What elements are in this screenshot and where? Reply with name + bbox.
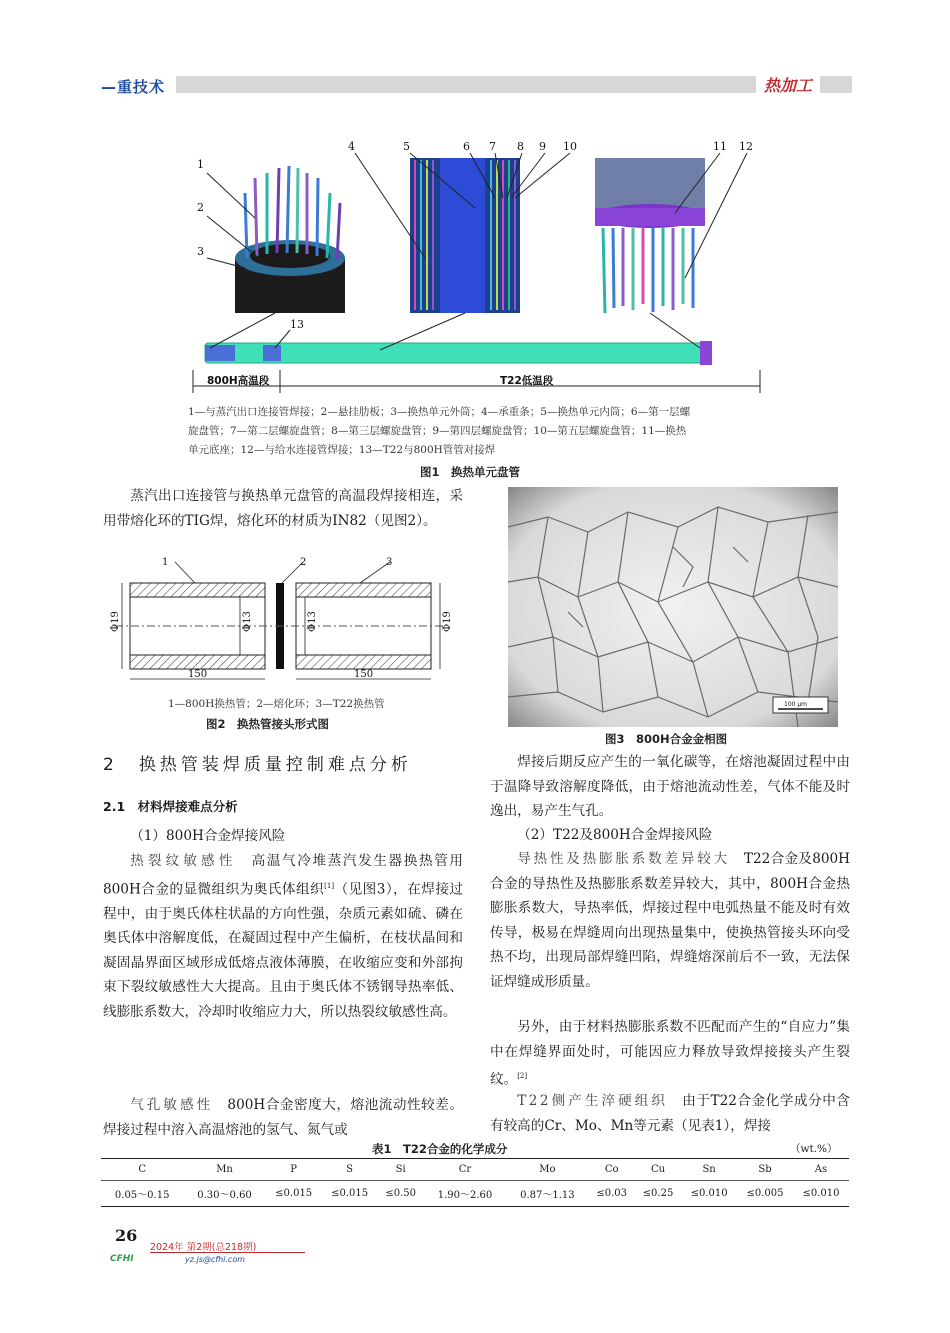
fig1-callout-8: 8 <box>517 140 524 153</box>
section-header: —重技术 <box>101 78 166 96</box>
contact-email[interactable]: yz.js@cfhi.com <box>185 1255 246 1264</box>
table1-value-cell: ≤0.015 <box>322 1181 378 1207</box>
table1-value-cell: ≤0.50 <box>378 1181 424 1207</box>
fig2-title: 图2 换热管接头形式图 <box>206 717 330 731</box>
table1-header-cell: Mn <box>183 1159 265 1181</box>
table1-header-cell: P <box>266 1159 322 1181</box>
issue-info: 2024年 第2期(总218期) <box>150 1242 257 1253</box>
table1-value-cell: ≤0.005 <box>737 1181 793 1207</box>
reference-1[interactable]: [1] <box>324 881 335 890</box>
table1-value-cell: ≤0.25 <box>635 1181 681 1207</box>
fig2-label-3: 3 <box>386 557 393 568</box>
fig1-callout-10: 10 <box>563 140 577 153</box>
table1-value-cell: ≤0.010 <box>681 1181 737 1207</box>
table1-header-row <box>101 1159 849 1181</box>
fig2-dim-150-left: 150 <box>188 669 208 680</box>
fig1-callout-12: 12 <box>739 140 753 153</box>
table1-value-row <box>101 1181 849 1207</box>
table1-value-cell: ≤0.03 <box>589 1181 635 1207</box>
fig2-dim-150-right: 150 <box>354 669 374 680</box>
table1-header-cell: C <box>101 1159 183 1181</box>
thermal-text: T22合金及800H合金的导热性及热膨胀系数差异较大，其中，800H合金热膨胀系数大，导热率低，焊接过程中电弧热量不能及时有效传导，极易在焊缝周向出现热量集中，使换热管接头环向受热不均，出现局部焊缝凹陷，焊缝熔深前后不一致，无法保证焊缝成形质量。 <box>490 851 851 990</box>
table1-value-cell: ≤0.010 <box>793 1181 849 1207</box>
fig1-callout-3: 3 <box>197 245 204 258</box>
figure-1-heat-exchanger-coil <box>185 138 765 398</box>
fig3-title: 图3 800H合金金相图 <box>605 732 728 746</box>
table1-value-cell: 0.87～1.13 <box>506 1181 588 1207</box>
fig1-callout-6: 6 <box>463 140 470 153</box>
fig1-caption <box>188 403 768 460</box>
fig1-callout-11: 11 <box>713 140 727 153</box>
fig1-title: 图1 换热单元盘管 <box>420 465 521 479</box>
subheading-800h-risk: （1）800H合金焊接风险 <box>130 828 286 844</box>
table1-value-cell: 0.05～0.15 <box>101 1181 183 1207</box>
fig1-callout-1: 1 <box>197 158 204 171</box>
fig2-dim-d19-right: Φ19 <box>442 611 453 632</box>
fig1-callout-2: 2 <box>197 201 204 214</box>
left-paragraph-hot-crack <box>103 849 463 1024</box>
figure-3-micrograph <box>508 487 838 727</box>
right-paragraph-1: 焊接后期反应产生的一氧化碳等，在熔池凝固过程中由于温降导致溶解度降低，由于熔池流动性差，气体不能及时逸出，易产生气孔。 <box>490 754 850 819</box>
fig1-segment-dimension <box>193 370 760 393</box>
header-bar-right <box>820 76 852 93</box>
section-heading-2: 2 换热管装焊质量控制难点分析 <box>103 755 412 775</box>
reference-2[interactable]: [2] <box>517 1072 528 1080</box>
porosity-text: 800H合金密度大，熔池流动性较差。焊接过程中溶入高温熔池的氢气、氮气或 <box>103 1097 463 1138</box>
table1-title: 表1 T22合金的化学成分 <box>372 1142 508 1156</box>
table1-unit: （wt.%） <box>790 1143 838 1155</box>
journal-header: 热加工 <box>764 76 813 95</box>
subsection-heading-2-1: 2.1 材料焊接难点分析 <box>103 799 238 814</box>
table1-header-cell: Si <box>378 1159 424 1181</box>
fig1-caption-line: 旋盘管；7—第二层螺旋盘管；8—第三层螺旋盘管；9—第四层螺旋盘管；10—第五层螺旋盘管；11—换热 <box>188 425 687 437</box>
lead-hot-crack: 热裂纹敏感性 <box>130 853 237 869</box>
lead-thermal: 导热性及热膨胀系数差异较大 <box>517 851 731 867</box>
fig2-label-1: 1 <box>162 557 169 568</box>
lead-hardening: T22侧产生淬硬组织 <box>517 1093 669 1109</box>
right-paragraph-thermal <box>490 847 850 994</box>
fig1-segment-high: 800H高温段 <box>207 375 270 387</box>
table1-header-cell: Mo <box>506 1159 588 1181</box>
table1-value-cell: 0.30～0.60 <box>183 1181 265 1207</box>
fig1-caption-line: 1—与蒸汽出口连接管焊接；2—悬挂肋板；3—换热单元外筒；4—承重条；5—换热单元内筒；6—第一层螺 <box>188 406 691 418</box>
footer-divider <box>150 1252 305 1253</box>
fig2-dim-d19-left: Φ19 <box>110 611 121 632</box>
hot-crack-text-rest: （见图3），在焊接过程中，由于奥氏体柱状晶的方向性强，杂质元素如硫、磷在奥氏体中溶解度低，在凝固过程中产生偏析，在枝状晶间和凝固晶界面区域形成低熔点液体薄膜，在收缩应变和外部拘束下裂纹敏感性大大提高。且由于奥氏体不锈钢导热率低、线膨胀系数大，冷却时收缩应力大，所以热裂纹敏感性高。 <box>103 881 463 1020</box>
lead-porosity: 气孔敏感性 <box>130 1097 214 1113</box>
fig1-segment-low: T22低温段 <box>500 375 554 387</box>
fig1-callout-13: 13 <box>290 318 304 331</box>
fig2-dim-d13-right: Φ13 <box>307 611 318 632</box>
table1-value-cell: 1.90～2.60 <box>424 1181 506 1207</box>
self-stress-text: 另外，由于材料热膨胀系数不匹配而产生的“自应力”集中在焊缝界面处时，可能因应力释放导致焊接接头产生裂纹。 <box>490 1019 850 1088</box>
table1-header-cell: S <box>322 1159 378 1181</box>
table1-header-cell: Co <box>589 1159 635 1181</box>
fig1-caption-line: 单元底座；12—与给水连接管焊接；13—T22与800H管管对接焊 <box>188 444 496 456</box>
publisher-logo: CFHI <box>110 1254 134 1264</box>
table1-header-cell: As <box>793 1159 849 1181</box>
right-paragraph-self-stress <box>490 1015 850 1092</box>
table1-header-cell: Sb <box>737 1159 793 1181</box>
table1-header-cell: Cu <box>635 1159 681 1181</box>
fig1-callout-4: 4 <box>348 140 355 153</box>
subheading-t22-800h-risk: （2）T22及800H合金焊接风险 <box>517 827 713 843</box>
page-number: 26 <box>115 1226 138 1245</box>
fig1-callout-7: 7 <box>489 140 496 153</box>
table1-value-cell: ≤0.015 <box>266 1181 322 1207</box>
table1-header-cell: Sn <box>681 1159 737 1181</box>
figure-2-joint-diagram <box>100 557 465 687</box>
left-paragraph-porosity <box>103 1093 463 1142</box>
hardening-text: 由于T22合金化学成分中含有较高的Cr、Mo、Mn等元素（见表1），焊接 <box>490 1093 850 1134</box>
header-bar <box>176 76 756 93</box>
fig2-label-2: 2 <box>300 557 307 568</box>
right-paragraph-hardening <box>490 1089 850 1138</box>
fig1-callout-5: 5 <box>403 140 410 153</box>
fig1-outer-cylinder-view <box>235 166 345 313</box>
fig2-dim-d13-left: Φ13 <box>242 611 253 632</box>
fig2-caption: 1—800H换热管；2—熔化环；3—T22换热管 <box>168 698 385 710</box>
left-paragraph-1: 蒸汽出口连接管与换热单元盘管的高温段焊接相连，采用带熔化环的TIG焊，熔化环的材质为IN82（见图2）。 <box>103 488 463 529</box>
fig1-long-tube <box>205 341 712 365</box>
fig1-callout-9: 9 <box>539 140 546 153</box>
table1-chemical-composition <box>101 1158 849 1207</box>
hot-crack-text: 高温气冷堆蒸汽发生器换热管用800H合金的显微组织为奥氏体组织 <box>103 853 463 898</box>
fig3-scale-label: 100 μm <box>784 701 808 708</box>
fig1-base-view <box>595 158 705 313</box>
fig1-coil-section-view <box>410 158 520 313</box>
table1-header-cell: Cr <box>424 1159 506 1181</box>
